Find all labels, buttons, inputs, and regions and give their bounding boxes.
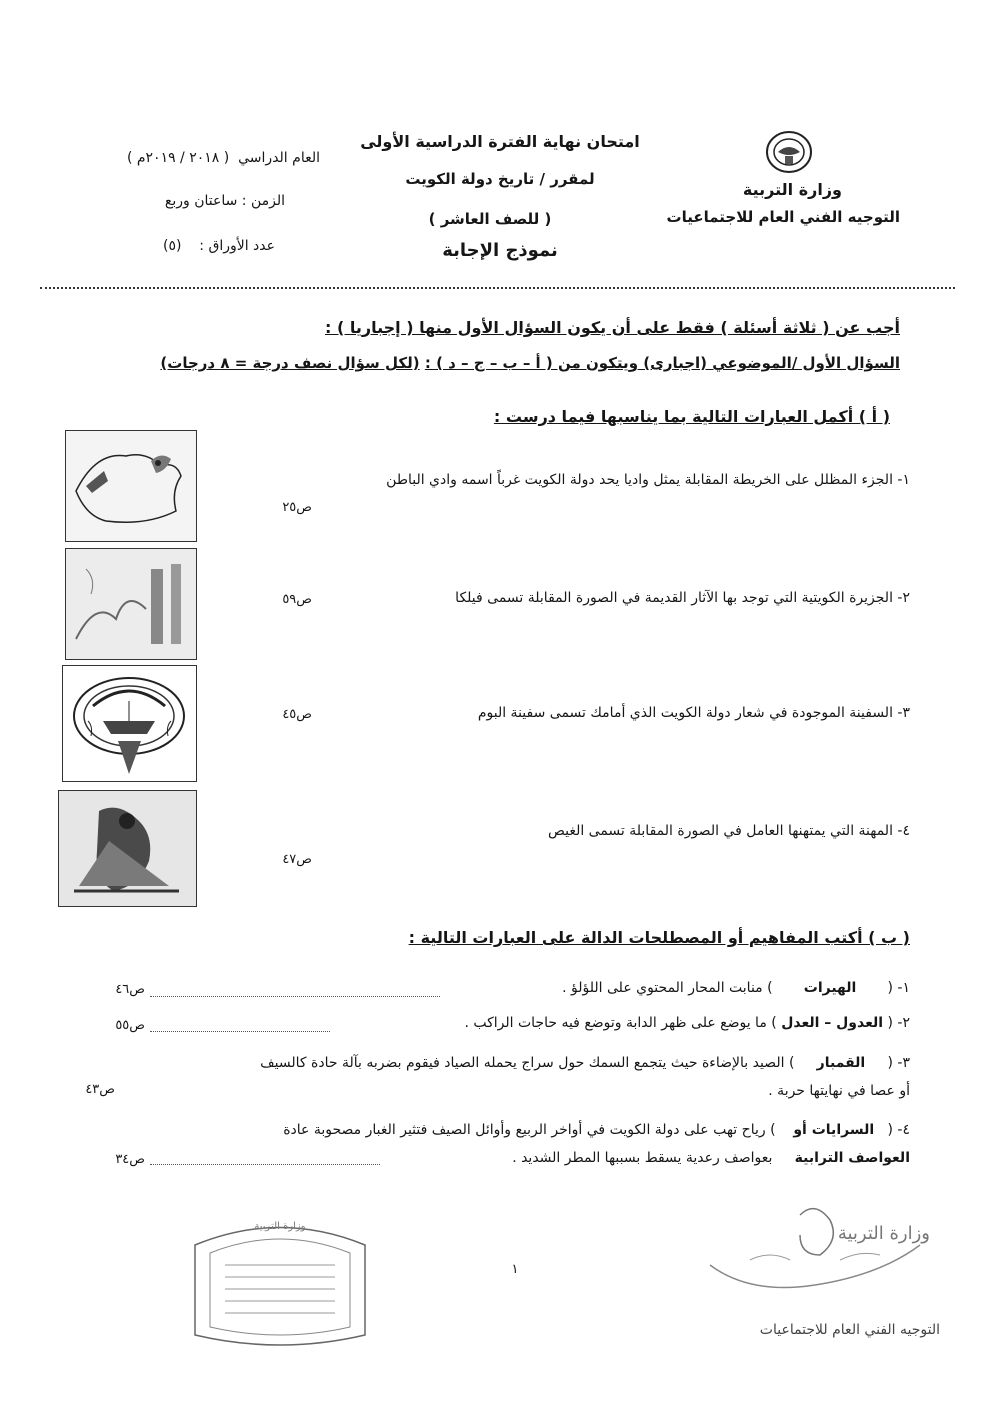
model-answer-title: نموذج الإجابة (442, 240, 558, 261)
question-one-marks: (لكل سؤال نصف درجة = ٨ درجات) (160, 354, 420, 372)
item-close: ) (767, 980, 773, 996)
answer: الهيرات (803, 980, 857, 996)
item-close: ) (771, 1015, 777, 1031)
definition-continued: بعواصف رعدية يسقط بسببها المطر الشديد . (512, 1150, 773, 1166)
part-b-item-1 (440, 980, 910, 996)
part-b-item-3 (85, 1055, 910, 1071)
ruins-photo-image (65, 548, 197, 660)
part-b-item-3-continued: أو عصا في نهايتها حربة . (768, 1083, 910, 1099)
question-one-title: السؤال الأول /الموضوعي (اجبارى) ويتكون من ( أ – ب – ج – د ) : (424, 354, 900, 372)
part-b-item-4-continued (380, 1150, 910, 1166)
part-a-item-1-text: ١- الجزء المظلل على الخريطة المقابلة يمثل واديا يحد دولة الكويت غرباً اسمه وادي الباطن (386, 472, 910, 488)
year-label: العام الدراسي (238, 150, 320, 166)
part-a-item-3-page: ص٤٥ (282, 707, 312, 722)
definition: رياح تهب على دولة الكويت في أواخر الربيع وأوائل الصيف فتثير الغبار مصحوبة عادة (283, 1122, 766, 1138)
part-b-item-1-dotted-line (150, 995, 440, 997)
question-one-header (70, 354, 900, 372)
definition: منابت المحار المحتوي على اللؤلؤ . (562, 980, 763, 996)
part-b-item-4 (95, 1122, 910, 1138)
right-stamp (690, 1195, 940, 1300)
kuwait-map-image (65, 430, 197, 542)
ministry-logo (764, 128, 814, 176)
item-number: ٤- ( (887, 1122, 910, 1138)
part-a-item-4-page: ص٤٧ (282, 852, 312, 867)
page-number: ١ (511, 1262, 519, 1277)
part-b-item-4-dotted-line (150, 1163, 380, 1165)
definition: الصيد بالإضاءة حيث يتجمع السمك حول سراج يحمله الصياد فيقوم بضربه بآلة حادة كالسيف (260, 1055, 785, 1071)
part-a-item-4-text: ٤- المهنة التي يمتهنها العامل في الصورة المقابلة تسمى الغيص (547, 823, 910, 839)
part-b-item-4-page: ص٣٤ (115, 1152, 145, 1167)
year-value: ( ٢٠١٨ / ٢٠١٩م ) (126, 150, 230, 166)
part-b-item-2-page: ص٥٥ (115, 1018, 145, 1033)
header-divider (40, 287, 955, 295)
part-a-item-2-page: ص٥٩ (282, 592, 312, 607)
definition: ما يوضع على ظهر الدابة وتوضع فيه حاجات الراكب . (464, 1015, 767, 1031)
left-stamp (185, 1215, 375, 1355)
grade-line: ( للصف العاشر ) (428, 210, 552, 228)
part-a-item-2-text: ٢- الجزيرة الكويتية التي توجد بها الآثار القديمة في الصورة المقابلة تسمى فيلكا (455, 590, 910, 606)
right-stamp-text: وزارة التربية (837, 1223, 930, 1244)
part-a-title: ( أ ) أكمل العبارات التالية بما يناسبها فيما درست : (493, 407, 890, 426)
item-close: ) (788, 1055, 795, 1071)
kuwait-emblem-image (62, 665, 197, 782)
pages-count (115, 238, 275, 254)
part-b-item-2 (330, 1015, 910, 1031)
part-a-item-3-text: ٣- السفينة الموجودة في شعار دولة الكويت الذي أمامك تسمى سفينة البوم (477, 705, 910, 721)
ministry-name: وزارة التربية (742, 180, 842, 199)
directorate-name: التوجيه الفني العام للاجتماعيات (666, 208, 900, 226)
answer-continued: العواصف الترابية (794, 1150, 910, 1166)
item-number: ٣- ( (887, 1055, 910, 1071)
answer: القمبار (816, 1055, 866, 1071)
pages-label: عدد الأوراق : (199, 238, 275, 254)
diver-photo-image (58, 790, 197, 907)
part-a-item-1-page: ص٢٥ (282, 500, 312, 515)
academic-year (60, 150, 320, 166)
pages-value: (٥) (163, 238, 182, 254)
part-b-item-2-dotted-line (150, 1030, 330, 1032)
answer: السرايات أو (793, 1122, 875, 1138)
main-instruction: أجب عن ( ثلاثة أسئلة ) فقط على أن يكون السؤال الأول منها ( إجباريا ) : (324, 318, 900, 337)
subject-line: لمقرر / تاريخ دولة الكويت (405, 170, 595, 188)
part-b-item-1-page: ص٤٦ (115, 982, 145, 997)
left-stamp-text: وزارة التربية (254, 1221, 306, 1232)
answer: العدول – العدل (781, 1015, 884, 1031)
item-number: ٢- ( (887, 1015, 910, 1031)
part-b-item-3-page: ص٤٣ (85, 1082, 115, 1097)
part-b-title: ( ب ) أكتب المفاهيم أو المصطلحات الدالة على العبارات التالية : (408, 928, 910, 947)
exam-time: الزمن : ساعتان وربع (164, 193, 285, 209)
signature-line: التوجيه الفني العام للاجتماعيات (759, 1322, 940, 1338)
item-close: ) (770, 1122, 776, 1138)
item-number: ١- ( (887, 980, 910, 996)
exam-title: امتحان نهاية الفترة الدراسية الأولى (360, 132, 640, 151)
